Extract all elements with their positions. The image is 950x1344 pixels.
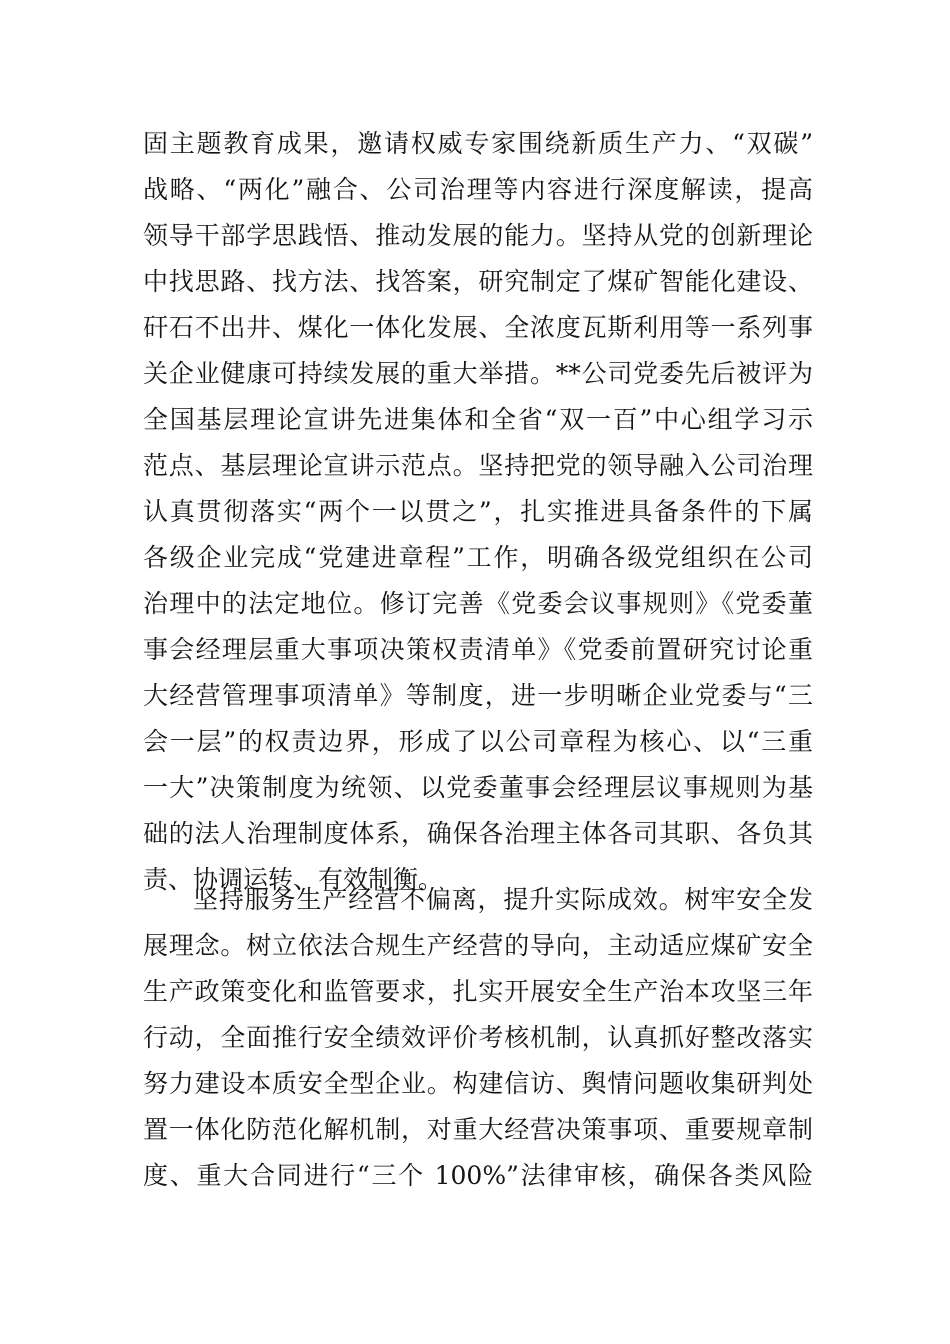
text-line: 认真贯彻落实“两个一以贯之”，扎实推进具备条件的下属 <box>143 497 813 526</box>
paragraph-2 <box>143 877 813 1199</box>
text-line: 会一层”的权责边界，形成了以公司章程为核心、以“三重 <box>143 727 813 756</box>
text-line: 领导干部学思践悟、推动发展的能力。坚持从党的创新理论 <box>143 221 813 250</box>
text-line: 努力建设本质安全型企业。构建信访、舆情问题收集研判处 <box>143 1069 813 1098</box>
text-line: 战略、“两化”融合、公司治理等内容进行深度解读，提高 <box>143 175 813 204</box>
text-line: 关企业健康可持续发展的重大举措。**公司党委先后被评为 <box>143 359 813 388</box>
text-line: 各级企业完成“党建进章程”工作，明确各级党组织在公司 <box>143 543 813 572</box>
text-line: 矸石不出井、煤化一体化发展、全浓度瓦斯利用等一系列事 <box>143 313 813 342</box>
text-line: 全国基层理论宣讲先进集体和全省“双一百”中心组学习示 <box>143 405 813 434</box>
paragraph-1 <box>143 121 813 903</box>
text-line: 事会经理层重大事项决策权责清单》《党委前置研究讨论重 <box>143 635 813 664</box>
text-line: 范点、基层理论宣讲示范点。坚持把党的领导融入公司治理 <box>143 451 813 480</box>
text-line: 固主题教育成果，邀请权威专家围绕新质生产力、“双碳” <box>143 129 813 158</box>
text-line: 大经营管理事项清单》等制度，进一步明晰企业党委与“三 <box>143 681 813 710</box>
text-line: 础的法人治理制度体系，确保各治理主体各司其职、各负其 <box>143 819 813 848</box>
text-line: 责、协调运转、有效制衡。 <box>143 865 444 894</box>
text-line: 展理念。树立依法合规生产经营的导向，主动适应煤矿安全 <box>143 931 813 960</box>
text-line: 中找思路、找方法、找答案，研究制定了煤矿智能化建设、 <box>143 267 813 296</box>
text-line: 置一体化防范化解机制，对重大经营决策事项、重要规章制 <box>143 1115 813 1144</box>
text-line: 一大”决策制度为统领、以党委董事会经理层议事规则为基 <box>143 773 813 802</box>
text-line: 生产政策变化和监管要求，扎实开展安全生产治本攻坚三年 <box>143 977 813 1006</box>
text-line: 治理中的法定地位。修订完善《党委会议事规则》《党委董 <box>143 589 813 618</box>
text-line: 坚持服务生产经营不偏离，提升实际成效。树牢安全发 <box>193 885 813 914</box>
text-line: 度、重大合同进行“三个 100%”法律审核，确保各类风险 <box>143 1161 813 1190</box>
text-line: 行动，全面推行安全绩效评价考核机制，认真抓好整改落实 <box>143 1023 813 1052</box>
